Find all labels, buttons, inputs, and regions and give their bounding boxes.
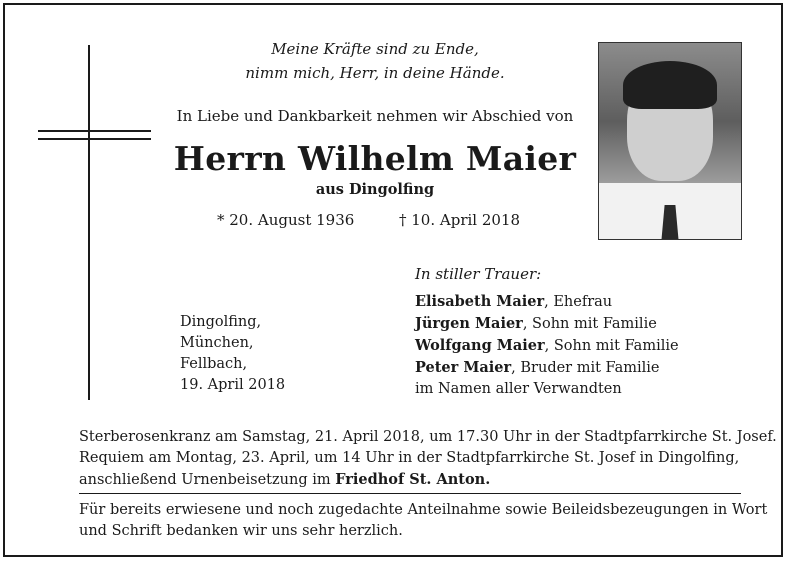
death-date: † 10. April 2018: [399, 211, 521, 229]
mourner-line: [415, 291, 679, 313]
mourner-name: Elisabeth Maier: [415, 293, 545, 310]
mourner-line: [415, 379, 679, 400]
thanks-line-1: Für bereits erwiesene und noch zugedachte Anteilnahme sowie Beileidsbezeugungen in Wort: [79, 502, 768, 518]
place-line: Dingolfing,: [180, 314, 262, 330]
verse: [185, 37, 565, 85]
place-line: München,: [180, 335, 254, 351]
service-line-1: Sterberosenkranz am Samstag, 21. April 2018, um 17.30 Uhr in der Stadtpfarrkirche St. Josef.: [79, 429, 777, 445]
origin-text: aus Dingolfing: [315, 181, 435, 198]
obituary-card: [3, 3, 783, 557]
thanks-text: [79, 500, 767, 542]
place-line: 19. April 2018: [180, 377, 286, 393]
mourner-line: [415, 357, 679, 379]
divider: [79, 493, 741, 494]
cross-icon-vertical: [88, 45, 90, 400]
verse-line-2: nimm mich, Herr, in deine Hände.: [245, 64, 505, 82]
cross-icon-horizontal: [38, 130, 151, 132]
mourners-list: [415, 291, 679, 400]
mourner-name: Jürgen Maier: [415, 315, 523, 332]
portrait-photo: [598, 42, 742, 240]
mourner-relation: , Sohn mit Familie: [522, 316, 657, 332]
mourner-relation: , Bruder mit Familie: [511, 360, 660, 376]
mourning-heading: In stiller Trauer:: [415, 265, 542, 283]
service-line-3: [79, 469, 777, 491]
service-line-3-text: anschließend Urnenbeisetzung im: [79, 472, 336, 488]
service-info: [79, 427, 777, 491]
mourner-relation: , Sohn mit Familie: [544, 338, 679, 354]
intro-text: In Liebe und Dankbarkeit nehmen wir Abschied von: [176, 107, 574, 125]
cemetery-name: Friedhof St. Anton.: [335, 471, 491, 488]
thanks-line-2: und Schrift bedanken wir uns sehr herzlich.: [79, 523, 403, 539]
mourner-relation: , Ehefrau: [544, 294, 613, 310]
mourner-line: [415, 313, 679, 335]
verse-line-1: Meine Kräfte sind zu Ende,: [271, 40, 479, 58]
mourner-line: [415, 335, 679, 357]
mourner-relation: im Namen aller Verwandten: [415, 381, 622, 397]
deceased-name: Herrn Wilhelm Maier: [173, 139, 577, 178]
places-block: [180, 312, 285, 396]
mourner-name: Peter Maier: [415, 359, 512, 376]
birth-date: * 20. August 1936: [217, 211, 355, 229]
place-line: Fellbach,: [180, 356, 248, 372]
service-line-2: Requiem am Montag, 23. April, um 14 Uhr in der Stadtpfarrkirche St. Josef in Dingolfing,: [79, 450, 740, 466]
cross-icon-horizontal-2: [38, 138, 151, 140]
mourner-name: Wolfgang Maier: [415, 337, 545, 354]
